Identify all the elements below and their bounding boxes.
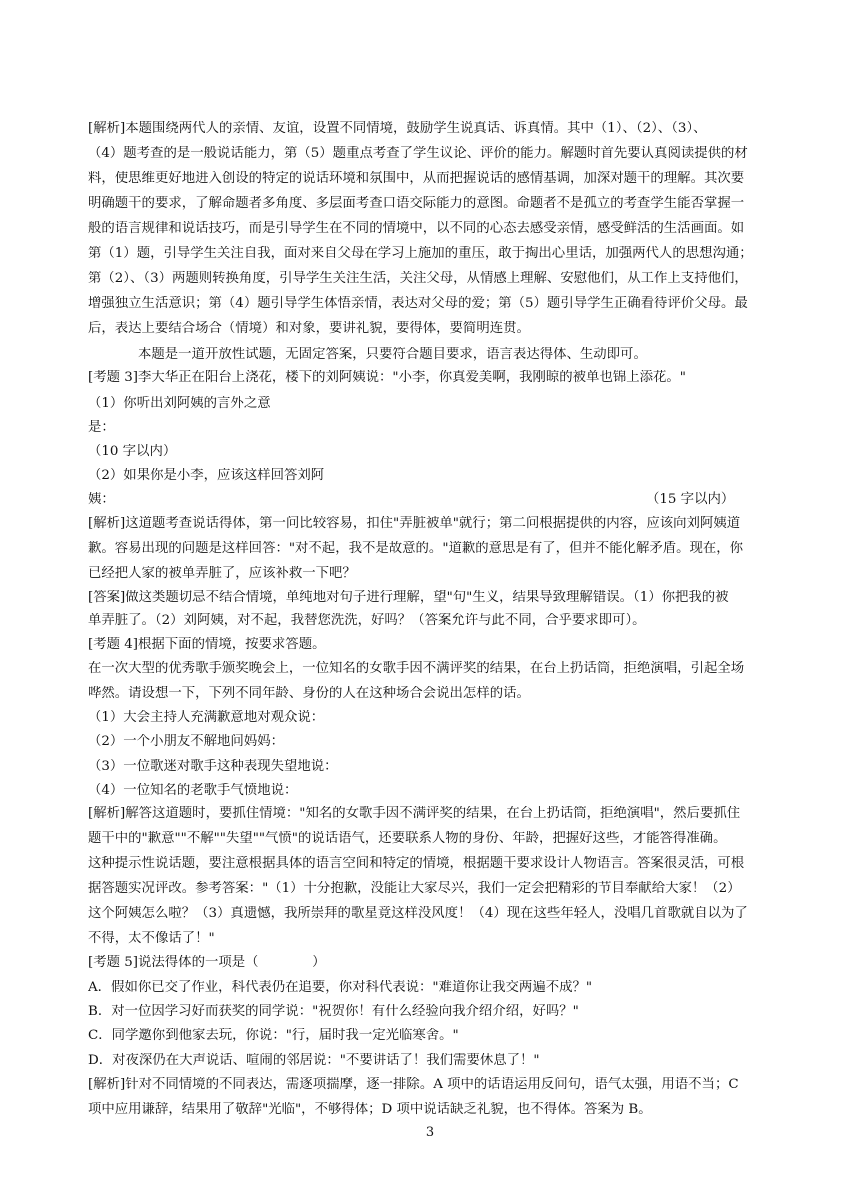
option-c: C．同学邀你到他家去玩，你说："行，届时我一定光临寒舍。" xyxy=(88,1028,459,1043)
text-line: 般的语言规律和说话技巧，而是引导学生在不同的情境中，以不同的心态去感受亲情，感受鲜活的生活画面。如 xyxy=(88,221,745,236)
question-title: [考题 4]根据下面的情境，按要求答题。 xyxy=(88,637,326,652)
text-line: 这个阿姨怎么啦？（3）真遗憾，我所崇拜的歌星竟这样没风度！（4）现在这些年轻人，没唱几首歌就自以为了 xyxy=(88,906,748,921)
text-line: （3）一位歌迷对歌手这种表现失望地说： xyxy=(88,759,338,774)
text-line: 料，使思维更好地进入创设的特定的说话环境和氛围中，从而把握说话的感情基调，加深对题干的理解。其次要 xyxy=(88,171,745,186)
text-line: [解析]针对不同情境的不同表达，需逐项揣摩，逐一排除。A 项中的话语运用反问句，语气太强，用语不当；C xyxy=(88,1077,739,1092)
text-line: （4）题考查的是一般说话能力，第（5）题重点考查了学生议论、评价的能力。解题时首先要认真阅读提供的材 xyxy=(88,146,748,161)
text-line: [解析]解答这道题时，要抓住情境："知名的女歌手因不满评奖的结果，在台上扔话筒，拒绝演唱"，然后要抓住 xyxy=(88,806,741,821)
text-line: [答案]做这类题切忌不结合情境，单纯地对句子进行理解，望"句"生义，结果导致理解错误。（1）你把我的被 xyxy=(88,590,729,605)
text-line: 据答题实况评改。参考答案："（1）十分抱歉，没能让大家尽兴，我们一定会把精彩的节目奉献给大家！（2） xyxy=(88,881,741,896)
text-line: （4）一位知名的老歌手气愤地说： xyxy=(88,783,298,798)
page-number: 3 xyxy=(425,1125,435,1140)
text-line: 明确题干的要求，了解命题者多角度、多层面考查口语交际能力的意图。命题者不是孤立的考查学生能否掌握一 xyxy=(88,196,745,211)
text-line: 本题是一道开放性试题，无固定答案，只要符合题目要求，语言表达得体、生动即可。 xyxy=(138,347,647,362)
word-limit-note: （15 字以内） xyxy=(646,492,735,507)
text-line: （1）大会主持人充满歉意地对观众说： xyxy=(88,710,325,725)
text-line: 歉。容易出现的问题是这样回答："对不起，我不是故意的。"道歉的意思是有了，但并不能化解矛盾。现在，你 xyxy=(88,541,744,556)
text-line: （2）一个小朋友不解地问妈妈： xyxy=(88,734,284,749)
question-title: [考题 3]李大华正在阳台上浇花，楼下的刘阿姨说："小李，你真爱美啊，我刚晾的被单也锦上添花。" xyxy=(88,370,686,385)
text-line: 增强独立生活意识；第（4）题引导学生体悟亲情，表达对父母的爱；第（5）题引导学生正确看待评价父母。最 xyxy=(88,296,748,311)
text-line: 不得，太不像话了！" xyxy=(88,931,215,946)
text-line: 已经把人家的被单弄脏了，应该补救一下吧？ xyxy=(88,566,356,581)
option-b: B．对一位因学习好而获奖的同学说："祝贺你！有什么经验向我介绍介绍，好吗？" xyxy=(88,1004,579,1019)
text-line: 题干中的"歉意""不解""失望""气愤"的说话语气，还要联系人物的身份、年龄，把握好这些，才能答得准确。 xyxy=(88,831,727,846)
text-line: 哗然。请设想一下，下列不同年龄、身份的人在这种场合会说出怎样的话。 xyxy=(88,686,530,701)
text-line: （1）你听出刘阿姨的言外之意 xyxy=(88,396,271,411)
text-line: [解析]这道题考查说话得体，第一问比较容易，扣住"弄脏被单"就行；第二问根据提供的内容，应该向刘阿姨道 xyxy=(88,516,741,531)
text-line: 第（2）、（3）两题则转换角度，引导学生关注生活，关注父母，从情感上理解、安慰他们，从工作上支持他们， xyxy=(88,271,748,286)
text-line: 第（1）题，引导学生关注自我，面对来自父母在学习上施加的重压，敢于掏出心里话，加强两代人的思想沟通； xyxy=(88,246,753,261)
text-line: （10 字以内） xyxy=(88,444,177,459)
text-line: （2）如果你是小李，应该这样回答刘阿 xyxy=(88,468,325,483)
option-d: D．对夜深仍在大声说话、喧闹的邻居说："不要讲话了！我们需要休息了！" xyxy=(88,1053,540,1068)
text-line: 在一次大型的优秀歌手颁奖晚会上，一位知名的女歌手因不满评奖的结果，在台上扔话筒，拒绝演唱，引起全场 xyxy=(88,661,745,676)
option-a: A．假如你已交了作业，科代表仍在追要，你对科代表说："难道你让我交两遍不成？" xyxy=(88,980,593,995)
text-line: 这种提示性说话题，要注意根据具体的语言空间和特定的情境，根据题干要求设计人物语言。答案很灵活，可根 xyxy=(88,856,745,871)
text-line: 是： xyxy=(88,420,115,435)
question-title: [考题 5]说法得体的一项是（ ） xyxy=(88,955,326,970)
text-line: [解析]本题围绕两代人的亲情、友谊，设置不同情境，鼓励学生说真话、诉真情。其中（1）、（2）、（3）、 xyxy=(88,121,707,136)
text-line: 单弄脏了。（2）刘阿姨，对不起，我替您洗洗，好吗？（答案允许与此不同，合乎要求即可）。 xyxy=(88,613,646,628)
text-line: 姨： xyxy=(88,492,115,507)
text-line: 项中应用谦辞，结果用了敬辞"光临"，不够得体；D 项中说话缺乏礼貌，也不得体。答案为 B。 xyxy=(88,1102,652,1117)
text-line: 后，表达上要结合场合（情境）和对象，要讲礼貌，要得体，要简明连贯。 xyxy=(88,321,530,336)
